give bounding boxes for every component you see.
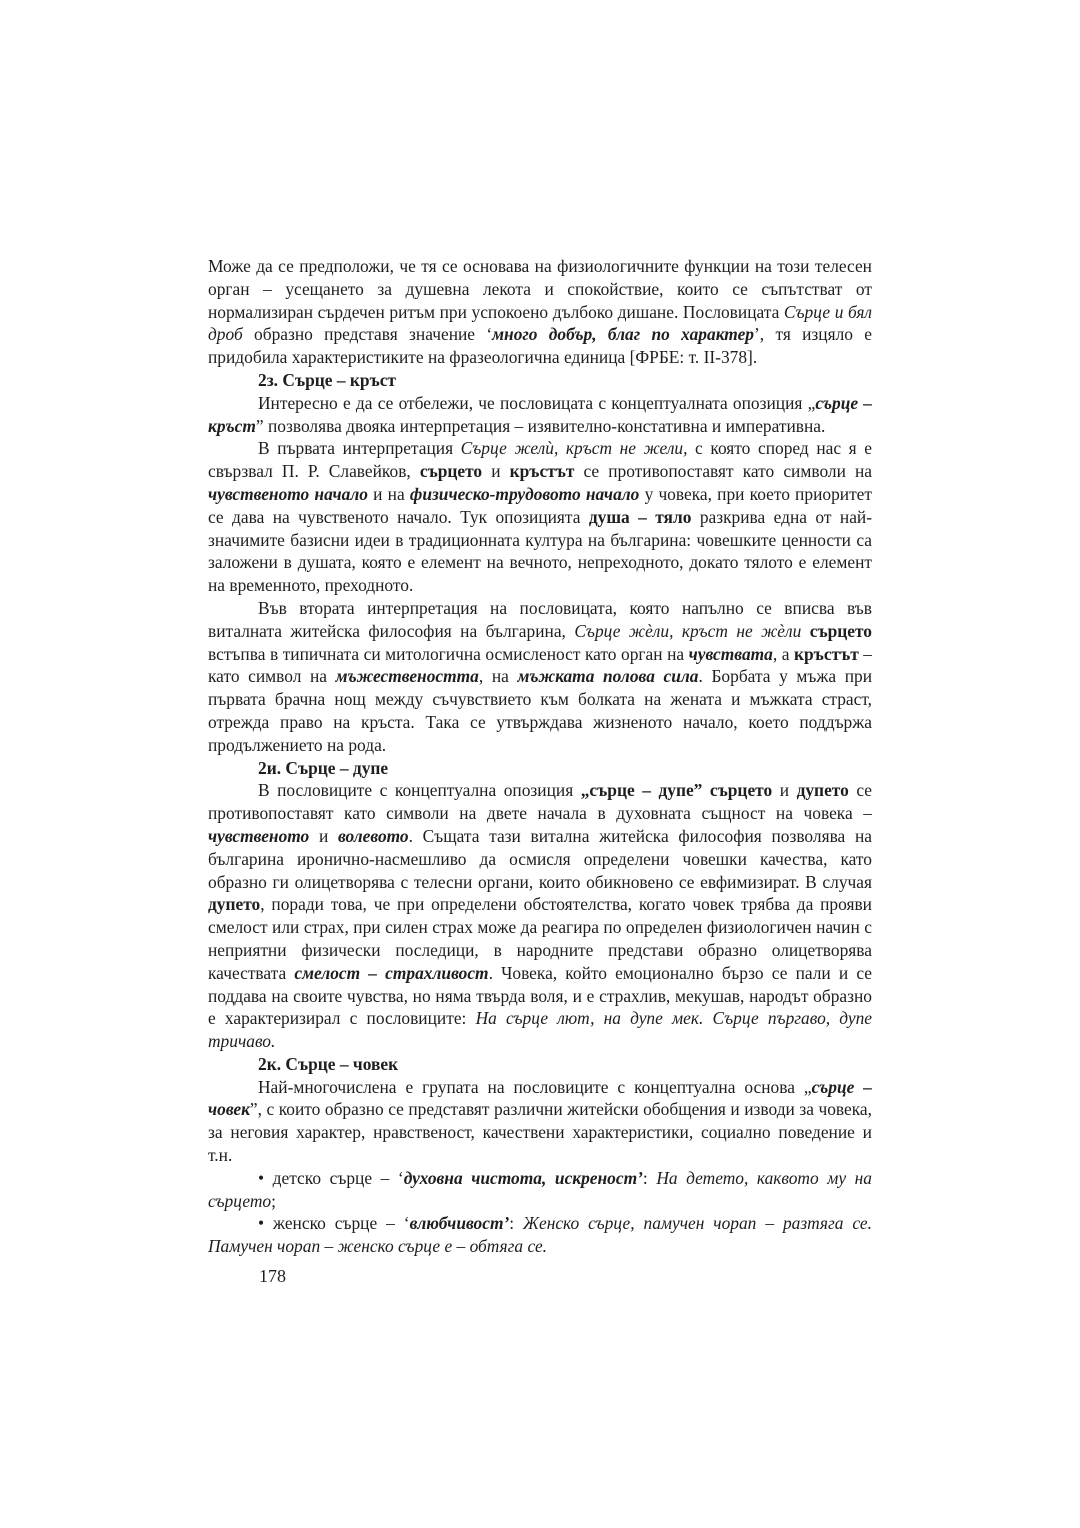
concept-bold-italic: чувственото начало: [208, 483, 368, 504]
term-bold: дупето: [208, 894, 261, 915]
text-run: [702, 780, 710, 800]
proverb-italic: Сърце и бял дроб: [208, 301, 872, 345]
concept-bold-italic: сърце – кръст: [208, 392, 873, 436]
text-run: Интересно е да се отбележи, че пословицата с концептуалната опозиция „: [258, 392, 816, 413]
text-run: ”, с които образно се представят различни житейски обобщения и изводи за човека, за неговия характер, нравственост, качествени характеристики, социално поведение и т.н.: [208, 1099, 872, 1166]
concept-bold-italic: мъжката полова сила: [517, 666, 699, 687]
paragraph-first-interpretation: [208, 437, 872, 597]
text-run: се противопоставят като символи на: [574, 461, 872, 482]
term-bold: сърцето: [709, 780, 773, 801]
paragraph-heart-person: [208, 1076, 872, 1167]
text-run: ’, тя изцяло е придобила характеристиките на фразеологична единица [ФРБЕ: т. ІІ-378].: [208, 324, 872, 368]
paragraph-second-interpretation: [208, 597, 872, 757]
text-run: , а: [772, 643, 794, 664]
concept-bold-italic: чувственото: [208, 825, 310, 846]
text-run: . Същата тази витална житейска философия позволява на българина иронично-насмешливо да осмисля определени човешки качества, като образно ги олицетворява с телесни органи, които обикновено се евфимизират. В случая: [208, 825, 872, 892]
text-run: ” позволява двояка интерпретация – изявително-констативна и императивна.: [255, 415, 826, 436]
term-bold: душа – тяло: [588, 506, 692, 527]
proverb-italic: Сърце желѝ, кръст не жели,: [460, 438, 688, 459]
concept-bold-italic: чувствата: [688, 643, 773, 664]
text-run: и: [309, 825, 338, 846]
text-run: разкрива една от най-значимите базисни идеи в традиционната култура на българина: човешките ценности са заложени в душата, която е елемент на вечното, непреходното, докато тялото е елемент на временното, преходното.: [208, 506, 873, 596]
concept-bold-italic: физическо-трудовото начало: [409, 483, 640, 504]
text-run: • детско сърце – ‘: [258, 1167, 404, 1188]
term-bold: кръстът: [509, 461, 575, 482]
text-run: [801, 621, 809, 641]
text-run: ;: [271, 1190, 276, 1211]
text-run: у човека, при което приоритет се дава на чувственото начало. Тук опозицията: [208, 483, 872, 527]
concept-bold-italic: мъжествеността: [335, 666, 479, 687]
text-run: , на: [478, 666, 518, 687]
text-run: встъпва в типичната си митологична осмисленост като орган на: [208, 643, 689, 664]
term-bold: сърцето: [419, 461, 483, 482]
list-item-female-heart: [208, 1212, 872, 1258]
text-run: с която според нас я е свързвал П. Р. Славейков,: [208, 438, 872, 482]
section-heading-2z: 2з. Сърце – кръст: [258, 369, 396, 390]
text-run: и: [772, 780, 797, 801]
text-run: :: [642, 1167, 657, 1188]
term-bold: сърцето: [809, 620, 872, 641]
paragraph-opposition-intro: [208, 392, 872, 438]
text-run: – като символ на: [208, 643, 872, 687]
proverb-italic: На сърце лют, на дупе мек. Сърце пъргаво, дупе тричаво.: [208, 1008, 873, 1052]
term-bold: кръстът: [793, 643, 859, 664]
term-bold: дупето: [796, 780, 849, 801]
text-run: Най-многочислена е групата на пословиците с концептуална основа „: [258, 1076, 812, 1097]
proverb-italic: Сърце жѐли, кръст не жѐли: [574, 620, 802, 641]
text-run: . Борбата у мъжа при първата брачна нощ между съчувствието към болката на жената и мъжката страст, отрежда право на кръста. Така се утвърждава жизненото начало, което поддържа продължението на рода.: [208, 666, 873, 755]
term-bold: „сърце – дупе”: [580, 780, 703, 801]
text-run: :: [509, 1213, 524, 1234]
text-run: . Човека, който емоционално бързо се пали и се поддава на своите чувства, но няма твърда воля, и е страхлив, мекушав, народът образно е характеризирал с пословиците:: [208, 962, 872, 1029]
text-column: [208, 255, 872, 1258]
proverb-italic: Женско сърце, памучен чорап – разтяга се. Памучен чорап – женско сърце е – обтяга се.: [208, 1213, 872, 1257]
text-run: и: [482, 461, 510, 482]
text-run: , поради това, че при определени обстоятелства, когато човек трябва да прояви смелост или страх, при силен страх може да реагира по определен физиологичен начин с неприятни физически последици, в народните представи образно олицетворява качествата: [208, 894, 872, 983]
concept-bold-italic: смелост – страхливост: [294, 962, 489, 983]
meaning-bold-italic: влюбчивост’: [409, 1213, 510, 1234]
section-heading-2i: 2и. Сърце – дупе: [258, 757, 389, 778]
meaning-bold-italic: духовна чистота, искреност’: [403, 1167, 643, 1188]
proverb-italic: На детето, каквото му на сърцето: [208, 1167, 872, 1211]
meaning-bold-italic: много добър, благ по характер: [492, 324, 754, 345]
section-heading-2k: 2к. Сърце – човек: [258, 1053, 399, 1074]
paragraph-heart-bottom: [208, 779, 872, 1053]
text-run: се противопоставят като символи на двете начала в духовната същност на човека –: [208, 780, 872, 824]
text-run: • женско сърце – ‘: [258, 1213, 410, 1234]
concept-bold-italic: сърце – човек: [208, 1076, 872, 1120]
text-run: образно представя значение ‘: [242, 324, 493, 345]
text-run: Във втората интерпретация на пословицата, която напълно се вписва във виталната житейска философия на българина,: [208, 597, 872, 641]
paragraph-physiology: [208, 255, 872, 369]
text-run: Може да се предположи, че тя се основава на физиологичните функции на този телесен орган – усещането за душевна лекота и спокойствие, които се съпътстват от нормализиран сърдечен ритъм при успокоено дълбоко дишане. Пословицата: [208, 256, 872, 322]
page-number: 178: [259, 1266, 286, 1286]
text-run: В първата интерпретация: [258, 438, 461, 459]
list-item-child-heart: [208, 1167, 872, 1213]
concept-bold-italic: волевото: [337, 825, 409, 846]
text-run: В пословиците с концептуална опозиция: [258, 780, 581, 801]
text-run: и на: [368, 483, 410, 504]
